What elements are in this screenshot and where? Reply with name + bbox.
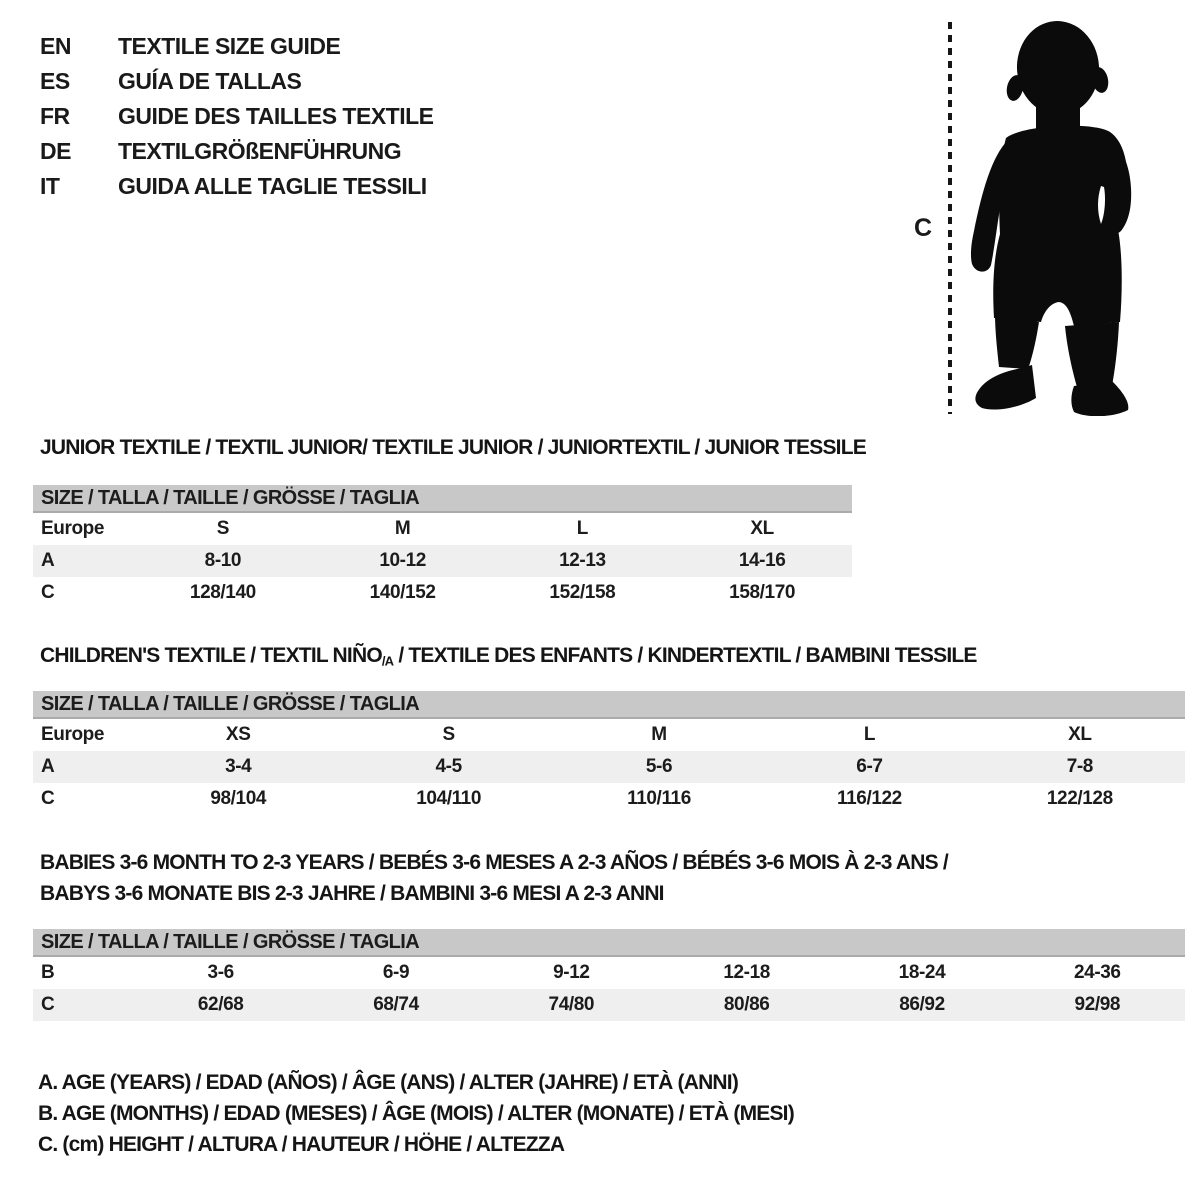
size-cell: 6-7 <box>856 756 883 777</box>
size-cell: XL <box>750 518 774 539</box>
size-cell: 62/68 <box>197 994 244 1015</box>
size-cell: 92/98 <box>1074 994 1121 1015</box>
size-cell: 158/170 <box>729 582 796 603</box>
table-row-months <box>33 957 1185 989</box>
babies-size-table <box>33 929 1185 1021</box>
language-title-list <box>40 29 434 204</box>
table-row-europe <box>33 719 1185 751</box>
table-row-age <box>33 751 1185 783</box>
language-code: ES <box>40 68 70 94</box>
size-header-bar <box>33 929 1185 957</box>
size-cell: XS <box>225 724 251 745</box>
language-row-en <box>40 29 434 64</box>
language-code: IT <box>40 173 60 199</box>
guide-title: GUIDA ALLE TAGLIE TESSILI <box>118 173 427 199</box>
size-header-text: SIZE / TALLA / TAILLE / GRÖSSE / TAGLIA <box>41 930 420 953</box>
row-label: C <box>41 788 55 809</box>
table-row-height <box>33 577 852 609</box>
size-cell: M <box>651 724 667 745</box>
size-cell: 140/152 <box>369 582 436 603</box>
size-cell: L <box>863 724 876 745</box>
size-cell: 152/158 <box>549 582 616 603</box>
size-cell: L <box>576 518 588 539</box>
size-cell: 110/116 <box>627 788 691 809</box>
children-size-table <box>33 691 1185 815</box>
size-cell: 3-6 <box>207 962 234 983</box>
footnote-height-cm: C. (cm) HEIGHT / ALTURA / HAUTEUR / HÖHE / ALTEZZA <box>38 1133 565 1156</box>
toddler-silhouette-image <box>962 16 1147 416</box>
junior-size-table <box>33 485 852 609</box>
size-cell: 9-12 <box>553 962 590 983</box>
language-row-es <box>40 64 434 99</box>
table-row-age <box>33 545 852 577</box>
size-cell: 116/122 <box>837 788 902 809</box>
size-cell: 5-6 <box>645 756 673 777</box>
row-label: C <box>41 582 55 603</box>
row-label: A <box>41 550 55 571</box>
row-label: Europe <box>41 724 105 745</box>
row-label: Europe <box>41 518 105 539</box>
size-cell: 6-9 <box>382 962 410 983</box>
size-header-bar <box>33 691 1185 719</box>
guide-title: TEXTILGRÖßENFÜHRUNG <box>118 138 402 164</box>
size-cell: 10-12 <box>379 550 426 571</box>
size-cell: 7-8 <box>1066 756 1093 777</box>
size-cell: 12-18 <box>723 962 770 983</box>
size-cell: 98/104 <box>210 788 267 809</box>
language-row-it <box>40 169 434 204</box>
size-cell: XL <box>1068 724 1092 745</box>
size-cell: 68/74 <box>373 994 419 1015</box>
size-cell: 3-4 <box>225 756 252 777</box>
size-cell: 80/86 <box>723 994 770 1015</box>
babies-section-title-line2: BABYS 3-6 MONATE BIS 2-3 JAHRE / BAMBINI 3-6 MESI A 2-3 ANNI <box>40 882 664 905</box>
guide-title: GUIDE DES TAILLES TEXTILE <box>118 103 434 129</box>
language-row-de <box>40 134 434 169</box>
table-row-europe <box>33 513 852 545</box>
size-cell: 104/110 <box>416 788 482 809</box>
size-cell: 122/128 <box>1046 788 1113 809</box>
table-row-height <box>33 989 1185 1021</box>
size-cell: S <box>216 518 230 539</box>
children-title-suffix: / TEXTILE DES ENFANTS / KINDERTEXTIL / BAMBINI TESSILE <box>393 644 977 667</box>
size-header-bar <box>33 485 852 513</box>
size-header-text: SIZE / TALLA / TAILLE / GRÖSSE / TAGLIA <box>41 486 420 509</box>
table-row-height <box>33 783 1185 815</box>
size-cell: 12-13 <box>559 550 606 571</box>
footnote-age-years: A. AGE (YEARS) / EDAD (AÑOS) / ÂGE (ANS) / ALTER (JAHRE) / ETÀ (ANNI) <box>38 1071 739 1094</box>
size-cell: 74/80 <box>548 994 595 1015</box>
row-label: C <box>41 994 55 1015</box>
height-measure-dashed-line <box>948 22 952 414</box>
language-code: DE <box>40 138 71 164</box>
row-label: A <box>41 756 55 777</box>
row-label: B <box>41 962 55 983</box>
guide-title: GUÍA DE TALLAS <box>118 68 302 94</box>
size-cell: 18-24 <box>898 962 946 983</box>
guide-title: TEXTILE SIZE GUIDE <box>118 33 341 59</box>
junior-section-title: JUNIOR TEXTILE / TEXTIL JUNIOR/ TEXTILE JUNIOR / JUNIORTEXTIL / JUNIOR TESSILE <box>40 436 866 459</box>
babies-section-title-line1: BABIES 3-6 MONTH TO 2-3 YEARS / BEBÉS 3-6 MESES A 2-3 AÑOS / BÉBÉS 3-6 MOIS À 2-3 ANS / <box>40 851 948 874</box>
size-cell: 128/140 <box>189 582 256 603</box>
footnote-age-months: B. AGE (MONTHS) / EDAD (MESES) / ÂGE (MOIS) / ALTER (MONATE) / ETÀ (MESI) <box>38 1102 794 1125</box>
size-cell: 8-10 <box>204 550 242 571</box>
language-code: EN <box>40 33 71 59</box>
size-cell: 86/92 <box>899 994 945 1015</box>
language-row-fr <box>40 99 434 134</box>
children-section-title <box>40 644 977 669</box>
language-code: FR <box>40 103 70 129</box>
size-cell: 14-16 <box>738 550 786 571</box>
children-title-subscript: /A <box>381 653 394 669</box>
height-measure-label: C <box>914 214 933 242</box>
size-cell: 4-5 <box>435 756 462 777</box>
size-cell: 24-36 <box>1074 962 1121 983</box>
size-cell: S <box>442 724 455 745</box>
size-cell: M <box>394 518 411 539</box>
children-title-prefix: CHILDREN'S TEXTILE / TEXTIL NIÑO <box>40 644 382 667</box>
size-header-text: SIZE / TALLA / TAILLE / GRÖSSE / TAGLIA <box>41 692 420 715</box>
